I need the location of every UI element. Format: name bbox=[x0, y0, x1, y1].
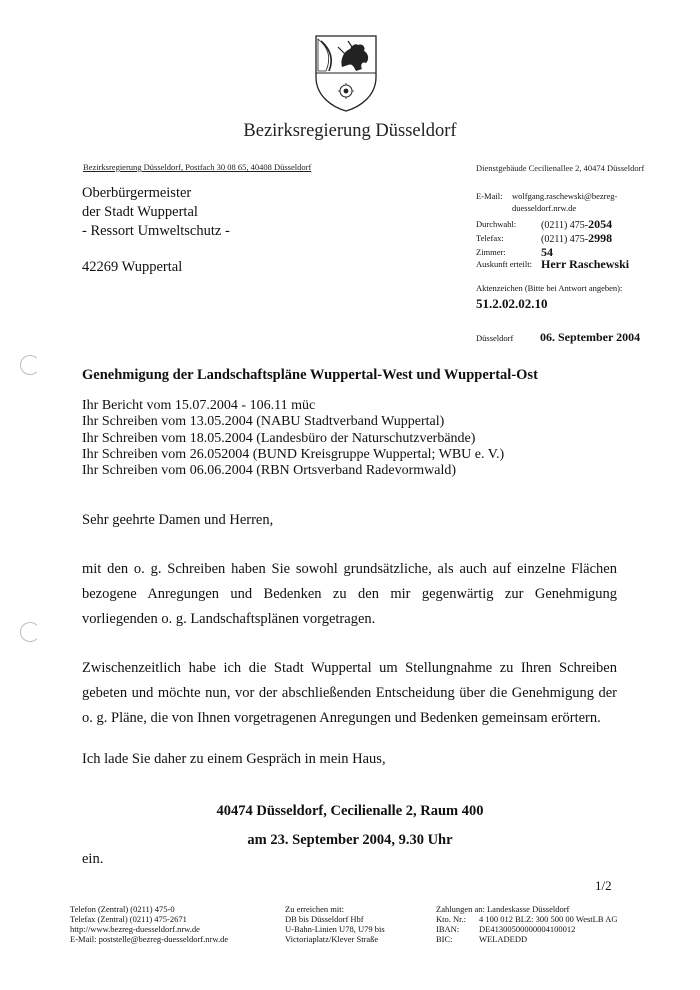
info-person: Herr Raschewski bbox=[541, 257, 630, 271]
footer-line: U-Bahn-Linien U78, U79 bis bbox=[285, 924, 385, 934]
fax-value: (0211) 475-2998 bbox=[541, 231, 613, 245]
footer-payment: Zahlungen an: Landeskasse Düsseldorf Kto. Nr.: 4 100 012 BLZ: 300 500 00 WestLB AG IBAN: DE41300500000004100012 BIC: WELADEDD bbox=[436, 904, 618, 944]
references-list bbox=[82, 398, 504, 479]
reference-line: Ihr Bericht vom 15.07.2004 - 106.11 müc bbox=[82, 398, 316, 413]
return-address: Bezirksregierung Düsseldorf, Postfach 30 08 65, 40408 Düsseldorf bbox=[83, 162, 312, 172]
recipient-address bbox=[82, 184, 230, 277]
closing-word: ein. bbox=[82, 851, 104, 867]
salutation: Sehr geehrte Damen und Herren, bbox=[82, 512, 274, 528]
nrw-coat-of-arms-icon bbox=[312, 33, 380, 113]
recipient-line: Oberbürgermeister bbox=[82, 185, 192, 201]
footer-contact bbox=[70, 904, 228, 944]
recipient-line: der Stadt Wuppertal bbox=[82, 204, 198, 220]
authority-name: Bezirksregierung Düsseldorf bbox=[243, 121, 457, 141]
room-value: 54 bbox=[541, 245, 553, 259]
footer-line: E-Mail: poststelle@bezreg-duesseldorf.nrw.de bbox=[70, 934, 229, 944]
footer-line: Victoriaplatz/Klever Straße bbox=[285, 934, 379, 944]
footer-link[interactable]: http://www.bezreg-duesseldorf.nrw.de bbox=[70, 924, 200, 934]
file-ref-label: Aktenzeichen (Bitte bei Antwort angeben): bbox=[476, 283, 623, 293]
email-label: E-Mail: bbox=[476, 191, 503, 201]
phone-value: (0211) 475-2054 bbox=[541, 217, 613, 231]
email-value[interactable]: wolfgang.raschewski@bezreg- duesseldorf.nrw.de bbox=[512, 191, 618, 213]
punch-hole-mark bbox=[20, 355, 40, 375]
reference-line: Ihr Schreiben vom 26.052004 (BUND Kreisgruppe Wuppertal; WBU e. V.) bbox=[82, 446, 505, 462]
footer-line: Telefax (Zentral) (0211) 475-2671 bbox=[70, 914, 187, 924]
reference-line: Ihr Schreiben vom 13.05.2004 (NABU Stadtverband Wuppertal) bbox=[82, 414, 445, 430]
office-address: Dienstgebäude Cecilienallee 2, 40474 Düsseldorf bbox=[476, 163, 645, 173]
file-ref-value: 51.2.02.02.10 bbox=[476, 296, 548, 311]
footer-line: DB bis Düsseldorf Hbf bbox=[285, 914, 364, 924]
body-paragraph: Zwischenzeitlich habe ich die Stadt Wuppertal um Stellungnahme zu Ihren Schreiben gebeten und möchte nun, vor der abschließenden Entscheidung über die Genehmigung der o. g. Pläne, die von Ihnen vorgetragenen Anregungen und Bedenken gemeinsam erörtern. bbox=[82, 660, 617, 726]
reference-line: Ihr Schreiben vom 06.06.2004 (RBN Ortsverband Radevormwald) bbox=[82, 463, 457, 479]
info-label: Auskunft erteilt: bbox=[476, 259, 532, 269]
recipient-city: 42269 Wuppertal bbox=[82, 259, 183, 275]
meeting-place: 40474 Düsseldorf, Cecilienalle 2, Raum 400 bbox=[216, 803, 484, 819]
contact-block bbox=[476, 190, 629, 270]
letter-date: 06. September 2004 bbox=[540, 330, 641, 344]
footer-directions bbox=[285, 904, 385, 944]
footer-line: Telefon (Zentral) (0211) 475-0 bbox=[70, 904, 175, 914]
footer-line: Zahlungen an: Landeskasse Düsseldorf bbox=[436, 904, 570, 914]
letter-subject: Genehmigung der Landschaftspläne Wuppertal-West und Wuppertal-Ost bbox=[82, 367, 538, 383]
phone-label: Durchwahl: bbox=[476, 219, 517, 229]
page-number: 1/2 bbox=[595, 878, 612, 893]
reference-line: Ihr Schreiben vom 18.05.2004 (Landesbüro der Naturschutzverbände) bbox=[82, 430, 476, 446]
fax-label: Telefax: bbox=[476, 233, 504, 243]
meeting-time: am 23. September 2004, 9.30 Uhr bbox=[247, 832, 453, 848]
date-place: Düsseldorf bbox=[476, 333, 514, 343]
invitation-line: Ich lade Sie daher zu einem Gespräch in mein Haus, bbox=[82, 751, 386, 767]
footer-line: Zu erreichen mit: bbox=[285, 904, 345, 914]
room-label: Zimmer: bbox=[476, 247, 506, 257]
punch-hole-mark bbox=[20, 622, 40, 642]
recipient-line: - Ressort Umweltschutz - bbox=[82, 223, 230, 239]
body-paragraph: mit den o. g. Schreiben haben Sie sowohl grundsätzliche, als auch auf einzelne Flächen bezogene Anregungen und Bedenken zu den mir gegenwärtig zur Genehmigung vorliegenden o. g. Landschaftsplänen vorgetragen. bbox=[82, 561, 617, 627]
